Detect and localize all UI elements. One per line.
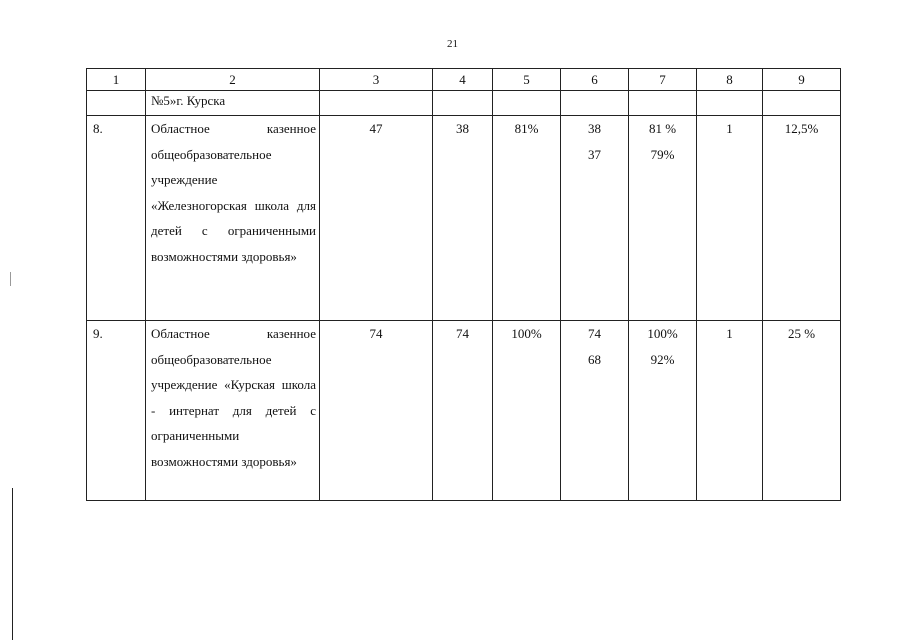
header-cell: 4 bbox=[433, 69, 493, 91]
header-cell: 8 bbox=[697, 69, 763, 91]
header-cell: 9 bbox=[763, 69, 841, 91]
cell-col8: 1 bbox=[697, 321, 763, 501]
page-number: 21 bbox=[447, 38, 458, 50]
header-cell: 2 bbox=[146, 69, 320, 91]
cell-col6-line: 74 bbox=[588, 326, 601, 341]
cell-col7 bbox=[629, 116, 697, 321]
cell-col8: 1 bbox=[697, 116, 763, 321]
cell-col7-line: 81 % bbox=[648, 121, 677, 136]
cell-col3: 47 bbox=[320, 116, 433, 321]
row-number: 9. bbox=[87, 321, 146, 501]
cell-col7-line: 100% bbox=[647, 326, 678, 341]
cell-col5: 100% bbox=[493, 321, 561, 501]
header-cell: 5 bbox=[493, 69, 561, 91]
table-header-row bbox=[87, 69, 841, 91]
cell-col9: 12,5% bbox=[763, 116, 841, 321]
institution-name: Областное казенное общеобразовательное учреждение «Железногорская школа для детей с ограниченными возможностями здоровья» bbox=[146, 116, 320, 321]
cell-col7 bbox=[629, 321, 697, 501]
scan-margin-mark bbox=[10, 272, 11, 286]
table-row bbox=[87, 321, 841, 501]
cell-col5: 81% bbox=[493, 116, 561, 321]
table-row bbox=[87, 116, 841, 321]
cell-col9: 25 % bbox=[763, 321, 841, 501]
cell-col6-line: 37 bbox=[588, 146, 601, 162]
data-table bbox=[86, 68, 841, 501]
continuation-text: №5»г. Курска bbox=[146, 91, 320, 116]
cell-col4: 74 bbox=[433, 321, 493, 501]
table-row-continuation bbox=[87, 91, 841, 116]
institution-name: Областное казенное общеобразовательное учреждение «Курская школа - интернат для детей с ограниченными возможностями здоровья» bbox=[146, 321, 320, 501]
cell-col6 bbox=[561, 116, 629, 321]
header-cell: 3 bbox=[320, 69, 433, 91]
cell-col3: 74 bbox=[320, 321, 433, 501]
cell-col6-line: 38 bbox=[588, 121, 601, 136]
cell-col7-line: 92% bbox=[650, 351, 675, 367]
header-cell: 7 bbox=[629, 69, 697, 91]
row-number: 8. bbox=[87, 116, 146, 321]
cell-col7-line: 79% bbox=[650, 146, 675, 162]
header-cell: 6 bbox=[561, 69, 629, 91]
scan-margin-line bbox=[12, 488, 13, 640]
cell-col4: 38 bbox=[433, 116, 493, 321]
cell-col6 bbox=[561, 321, 629, 501]
header-cell: 1 bbox=[87, 69, 146, 91]
cell-col6-line: 68 bbox=[588, 351, 601, 367]
